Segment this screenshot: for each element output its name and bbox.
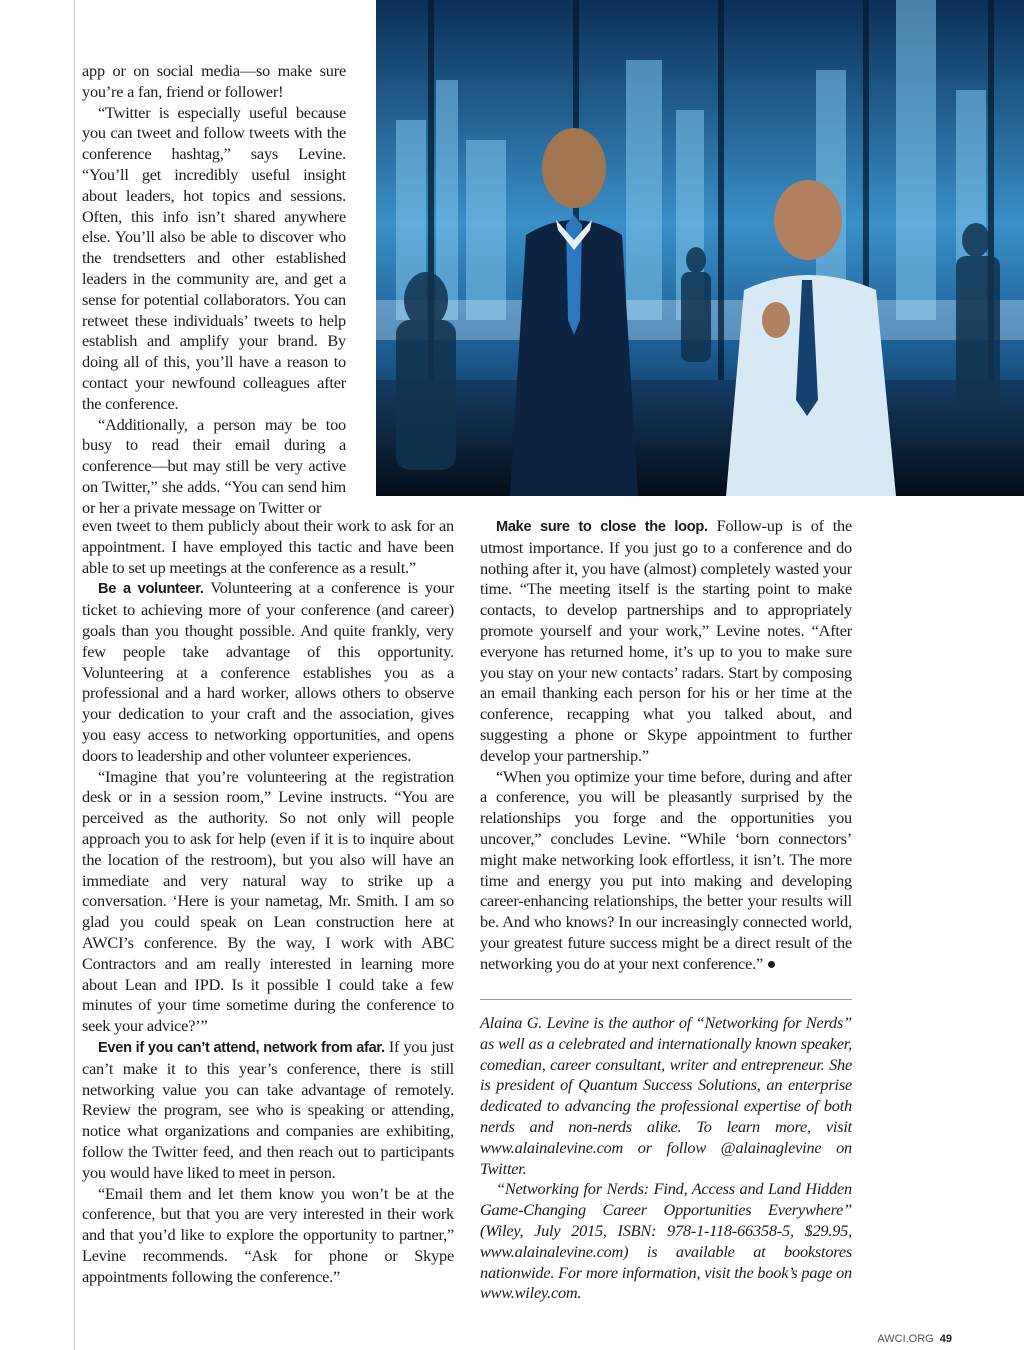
- right-column: [480, 516, 852, 975]
- author-bio: [480, 1013, 852, 1304]
- bio-paragraph: Alaina G. Levine is the author of “Networking for Nerds” as well as a celebrated and internationally known speaker, comedian, career consultant, writer and entrepreneur. She is president of Quantum Success Solutions, an enterprise dedicated to advancing the professional expertise of both nerds and non-nerds alike. To learn more, visit www.alainalevine.com or follow @alainaglevine on Twitter.: [480, 1013, 852, 1178]
- section-text: If you just can’t make it to this year’s conference, there is still networking value you can take advantage of remotely. Review the program, see who is speaking or attending, notice what organizations and companies are exhibiting, follow the Twitter feed, and then reach out to participants you would have liked to meet in person.: [82, 1036, 454, 1182]
- closing-text: “When you optimize your time before, during and after a conference, you will be pleasantly surprised by the relationships you forge and the opportunities you uncover,” concludes Levine. “While ‘born connectors’ might make networking look effortless, it isn’t. The more time and energy you put into making and developing career-enhancing relationships, the better your results will be. And who knows? In our increasingly connected world, your greatest future success might be a direct result of the networking you do at your next conference.”: [480, 766, 852, 973]
- volunteer-section: [82, 578, 454, 766]
- section-text: Follow-up is of the utmost importance. If you just go to a conference and do nothing after it, you have (almost) completely wasted your time. “The meeting itself is the starting point to make contacts, to develop partnerships and to appropriately promote yourself and your work,” Levine notes. “After everyone has returned home, it’s up to you to make sure you stay on your new contacts’ radars. Start by composing an email thanking each person for his or her time at the conference, recapping what you talked about, and suggesting a phone or Skype appointment to further develop your partnership.”: [480, 516, 853, 765]
- afar-section: [82, 1037, 454, 1184]
- close-loop-section: [480, 516, 852, 767]
- paragraph: even tweet to them publicly about their work to ask for an appointment. I have employed this tactic and have been able to set up meetings at the conference as a result.”: [82, 516, 454, 577]
- page-footer: [877, 1333, 952, 1345]
- paragraph: “Additionally, a person may be too busy to read their email during a conference—but may still be very active on Twitter,” she adds. “You can send him or her a private message on Twitter or: [82, 414, 346, 517]
- section-heading: Make sure to close the loop.: [496, 519, 708, 535]
- left-column-top: [82, 61, 346, 519]
- paragraph: [480, 767, 852, 975]
- paragraph: “Email them and let them know you won’t be at the conference, but that you are very interested in their work and that you’d like to explore the opportunity to partner,” Levine recommends. “Ask for phone or Skype appointments following the conference.”: [82, 1183, 454, 1286]
- section-text: Volunteering at a conference is your ticket to achieving more of your conference (and career) goals than you thought possible. And quite frankly, very few people take advantage of this opportunity. Volunteering at a conference establishes you as a professional and a hard worker, allows others to observe your dedication to your craft and the association, gives you easy access to networking opportunities, and opens doors to leadership and other volunteer experiences.: [82, 578, 454, 765]
- paragraph: “Twitter is especially useful because you can tweet and follow tweets with the conference hashtag,” says Levine. “You’ll get incredibly useful insight about leaders, hot topics and sessions. Often, this info isn’t shared anywhere else. You’ll also be able to discover who the trendsetters and other established leaders in the community are, and get a sense for potential collaborators. You can retweet these individuals’ tweets to help establish and amplify your brand. By doing all of this, you’ll have a reason to contact your newfound colleagues after the conference.: [82, 102, 346, 413]
- section-heading: Even if you can’t attend, network from afar.: [98, 1039, 385, 1056]
- page-number: 49: [939, 1333, 952, 1345]
- section-heading: Be a volunteer.: [98, 581, 204, 598]
- end-mark-icon: [768, 961, 775, 968]
- bio-divider: [480, 999, 852, 1000]
- left-column-bottom: [82, 516, 454, 1287]
- paragraph: “Imagine that you’re volunteering at the registration desk or in a session room,” Levine instructs. “You are perceived as the authority. So not only will people approach you to ask for help (even if it is to inquire about the location of the restroom), but you also will have an immediate and very natural way to strike up a conversation. ‘Here is your nametag, Mr. Smith. I am so glad you could speak on Lean construction here at AWCI’s conference. By the way, I work with ABC Contractors and am really interested in learning more about Lean and IPD. Is it possible I could take a few minutes of your time sometime during the conference to seek your advice?’”: [82, 766, 454, 1036]
- paragraph: app or on social media—so make sure you’re a fan, friend or follower!: [82, 61, 346, 101]
- networking-photo: [376, 0, 1024, 496]
- footer-site: AWCI.ORG: [877, 1333, 934, 1345]
- bio-paragraph: “Networking for Nerds: Find, Access and Land Hidden Game-Changing Career Opportunities Everywhere” (Wiley, July 2015, ISBN: 978-1-118-66358-5, $29.95, www.alainalevine.com) is available at bookstores nationwide. For more information, visit the book’s page on www.wiley.com.: [480, 1179, 852, 1303]
- page-gutter-line: [74, 0, 75, 1350]
